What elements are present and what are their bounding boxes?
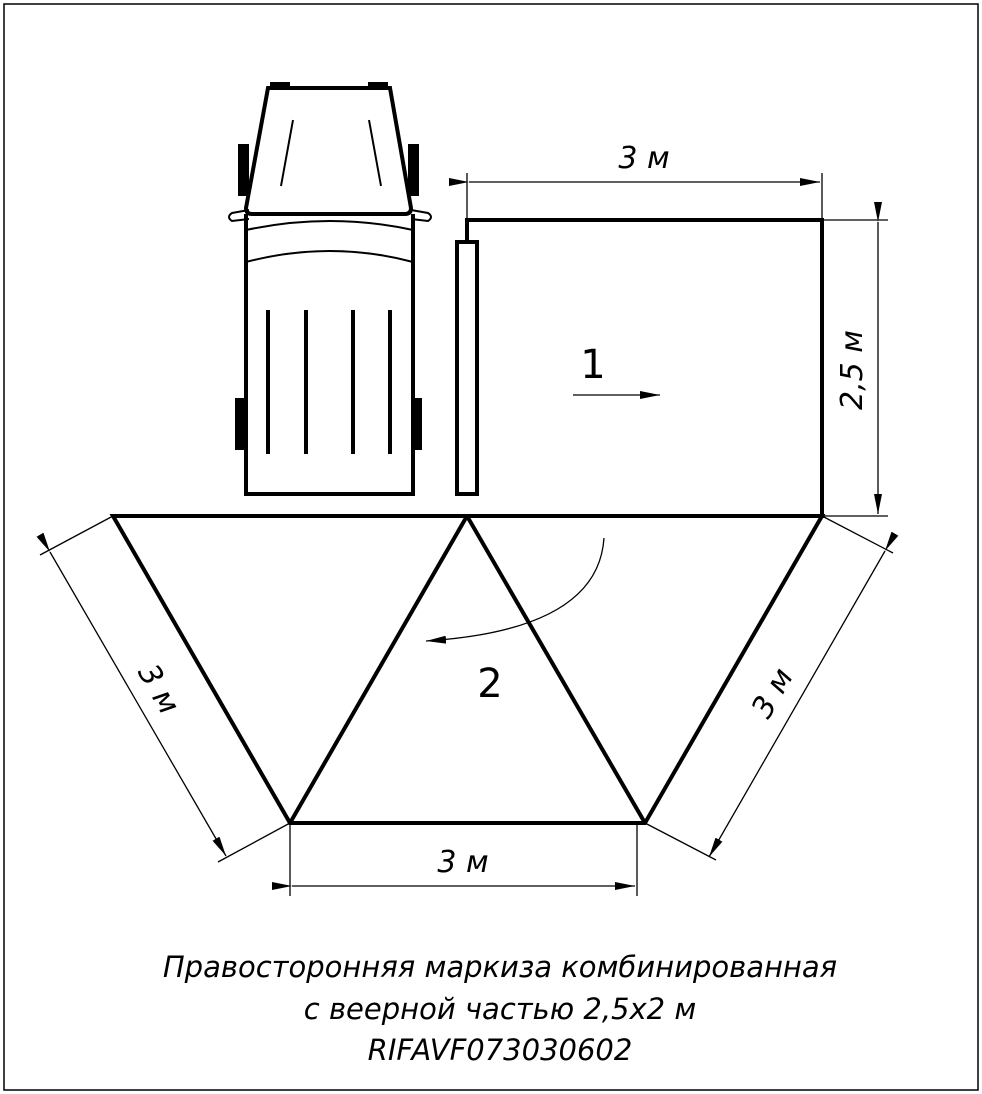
vehicle-wheel-front-right (408, 144, 419, 196)
fan-divider-left (290, 516, 467, 823)
section-1-rectangle (467, 220, 822, 516)
vehicle-roof-curve (246, 251, 413, 262)
vehicle-windshield-curve (246, 221, 413, 230)
vehicle-hood-line-left (281, 120, 293, 186)
vehicle-hood-line-right (369, 120, 381, 186)
vehicle-hood (246, 88, 411, 214)
dimension-left-fan-label: 3 м (130, 658, 187, 721)
section-2-fan (113, 516, 822, 823)
section-2-marker: 2 (477, 661, 503, 707)
awning-cassette (457, 242, 477, 494)
vehicle-top-view (229, 82, 431, 494)
vehicle-wheel-front-left (238, 144, 249, 196)
caption-line-2: с веерной частью 2,5х2 м (303, 992, 697, 1026)
section-2-rotation-arrow (426, 538, 604, 641)
caption-line-3: RIFAVF073030602 (367, 1033, 633, 1067)
drawing-frame (4, 4, 978, 1090)
dimension-right-label: 2,5 м (835, 330, 870, 410)
dimension-right-fan-label: 3 м (744, 662, 801, 725)
dimension-top-label: 3 м (618, 141, 670, 176)
dimension-top (467, 173, 822, 220)
caption-line-1: Правосторонняя маркиза комбинированная (162, 950, 838, 984)
fan-outline (113, 516, 822, 823)
section-1-marker: 1 (580, 342, 606, 388)
dimension-bottom-label: 3 м (437, 845, 489, 880)
